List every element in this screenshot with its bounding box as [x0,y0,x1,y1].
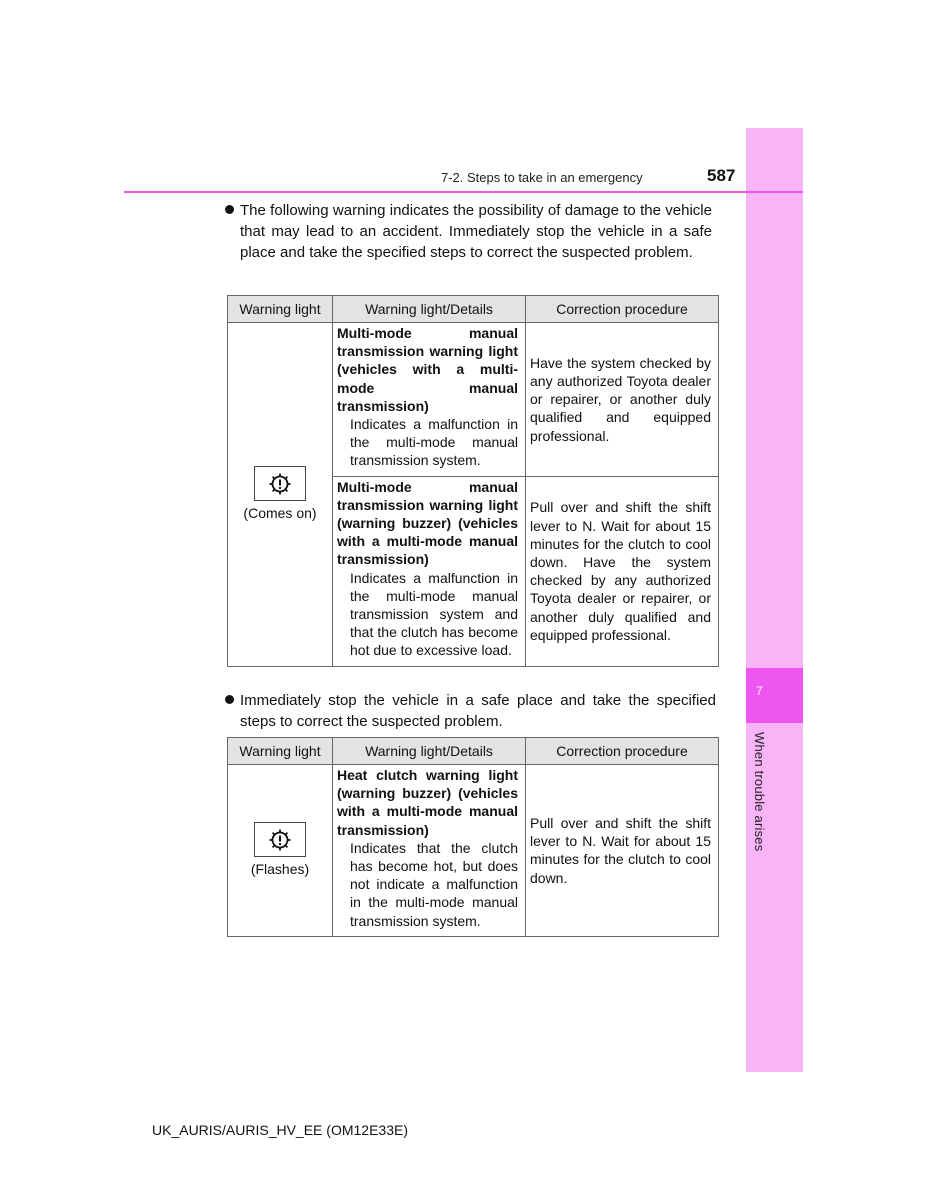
header-divider [124,191,803,193]
warning-description: Indicates a malfunction in the multi-mode manual transmission system. [350,416,518,469]
warning-light-cell [228,765,333,937]
warning-detail-cell [333,765,526,937]
warning-title: Heat clutch warning light (warning buzzer) (vehicles with a multi-mode manual transmission) [337,767,518,838]
chapter-side-tab-active [746,668,803,723]
bullet-dot-icon [225,205,234,214]
warning-title: Multi-mode manual transmission warning light (warning buzzer) (vehicles with a multi-mode manual transmission) [337,478,518,568]
column-header-warning-light: Warning light [228,296,333,323]
document-id: UK_AURIS/AURIS_HV_EE (OM12E33E) [152,1122,408,1138]
warning-light-note: (Flashes) [250,861,310,878]
transmission-warning-gear-icon [254,822,306,857]
bullet-text: Immediately stop the vehicle in a safe place and take the specified steps to correct the suspected problem. [240,692,716,730]
column-header-details: Warning light/Details [333,296,526,323]
section-title: 7-2. Steps to take in an emergency [441,170,643,185]
correction-cell: Pull over and shift the shift lever to N. Wait for about 15 minutes for the clutch to cool down. [526,765,719,937]
warning-description: Indicates a malfunction in the multi-mode manual transmission system and that the clutch has become hot due to excessive load. [350,569,518,659]
table-header-row [228,738,719,765]
warning-light-cell [228,323,333,667]
warning-description: Indicates that the clutch has become hot, but does not indicate a malfunction in the multi-mode manual transmission system. [350,839,518,929]
warning-table-1 [227,295,719,667]
warning-detail-cell [333,323,526,477]
chapter-side-tab [746,128,803,1072]
transmission-warning-gear-icon [254,466,306,501]
warning-table-2 [227,737,719,937]
warning-light-note: (Comes on) [243,505,317,522]
bullet-text: The following warning indicates the possibility of damage to the vehicle that may lead to an accident. Immediately stop the vehicle in a safe place and take the specified steps to correct the suspected problem. [240,202,712,261]
bullet-dot-icon [225,695,234,704]
correction-cell: Pull over and shift the shift lever to N. Wait for about 15 minutes for the clutch to cool down. Have the system checked by any authorized Toyota dealer or repairer, or another duly qualified and equipped professional. [526,476,719,666]
column-header-correction: Correction procedure [526,738,719,765]
chapter-number: 7 [756,684,763,698]
page-number: 587 [707,166,736,185]
table-header-row [228,296,719,323]
warning-title: Multi-mode manual transmission warning light (vehicles with a multi-mode manual transmission) [337,325,518,414]
column-header-correction: Correction procedure [526,296,719,323]
warning-detail-cell [333,476,526,666]
table-row [228,765,719,937]
column-header-warning-light: Warning light [228,738,333,765]
table-row [228,323,719,477]
correction-cell: Have the system checked by any authorized Toyota dealer or repairer, or another duly qualified and equipped professional. [526,323,719,477]
chapter-label: When trouble arises [752,732,767,852]
column-header-details: Warning light/Details [333,738,526,765]
